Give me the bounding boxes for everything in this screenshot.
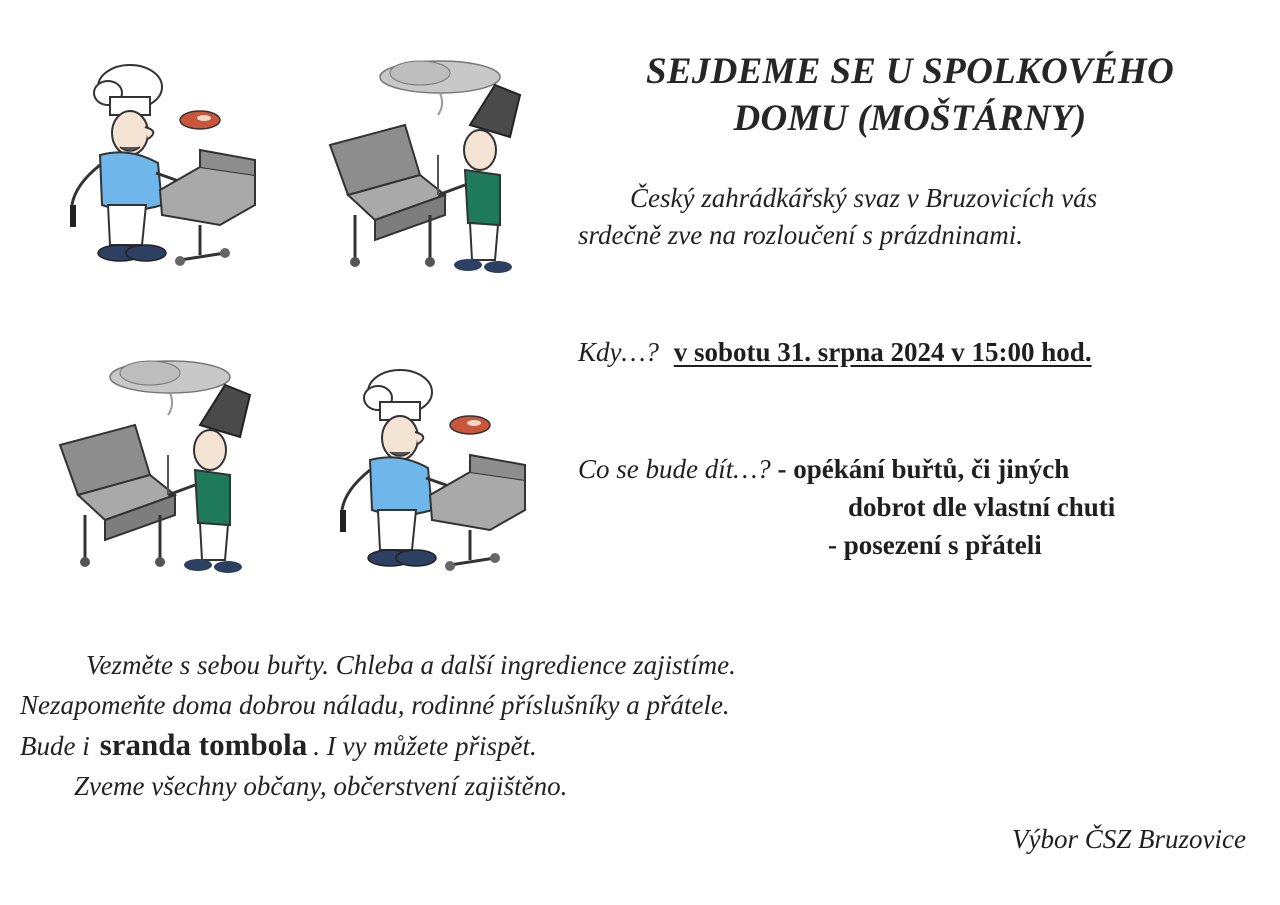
when-section	[578, 334, 1092, 370]
what-item-1-line-2: dobrot dle vlastní chuti	[848, 492, 1116, 522]
intro-paragraph	[578, 180, 1258, 254]
intro-line-2: srdečně zve na rozloučení s prázdninami.	[578, 220, 1023, 250]
cook-with-smoking-grill-illustration	[320, 55, 550, 285]
what-question: Co se bude dít…?	[578, 454, 771, 484]
chef-grilling-illustration	[50, 55, 280, 285]
title-line-1: SEJDEME SE U SPOLKOVÉHO	[645, 51, 1175, 92]
what-item-2: - posezení s přáteli	[828, 530, 1042, 560]
intro-line-1: Český zahrádkářský svaz v Bruzovicích vás	[630, 183, 1098, 213]
when-answer: v sobotu 31. srpna 2024 v 15:00 hod.	[673, 337, 1092, 367]
body-line-4: Zveme všechny občany, občerstvení zajištěno.	[74, 771, 568, 801]
what-item-1-line-1: - opékání buřtů, či jiných	[777, 454, 1070, 484]
body-line-1: Vezměte s sebou buřty. Chleba a další ingredience zajistíme.	[86, 650, 736, 680]
chef-with-apron-illustration-2	[320, 360, 550, 590]
tombola-highlight: sranda tombola	[99, 727, 308, 762]
body-line-2: Nezapomeňte doma dobrou náladu, rodinné příslušníky a přátele.	[20, 690, 730, 720]
title-line-2: DOMU (MOŠTÁRNY)	[733, 98, 1087, 139]
body-line-3-after: . I vy můžete přispět.	[313, 731, 537, 761]
what-section	[578, 450, 1258, 564]
when-question: Kdy…?	[578, 337, 659, 367]
page-title	[560, 48, 1260, 142]
signature: Výbor ČSZ Bruzovice	[1012, 824, 1246, 854]
what-row-1	[578, 450, 1258, 488]
cook-grilling-illustration-2	[50, 355, 280, 585]
cook-with-smoking-grill-illustration-2	[50, 355, 280, 585]
body-line-3-before: Bude i	[20, 731, 90, 761]
body-line-3	[20, 725, 980, 766]
chef-with-apron-illustration	[50, 55, 280, 285]
body-paragraph	[20, 645, 980, 806]
cook-grilling-illustration	[320, 55, 550, 285]
chef-grilling-illustration-2	[320, 360, 550, 590]
